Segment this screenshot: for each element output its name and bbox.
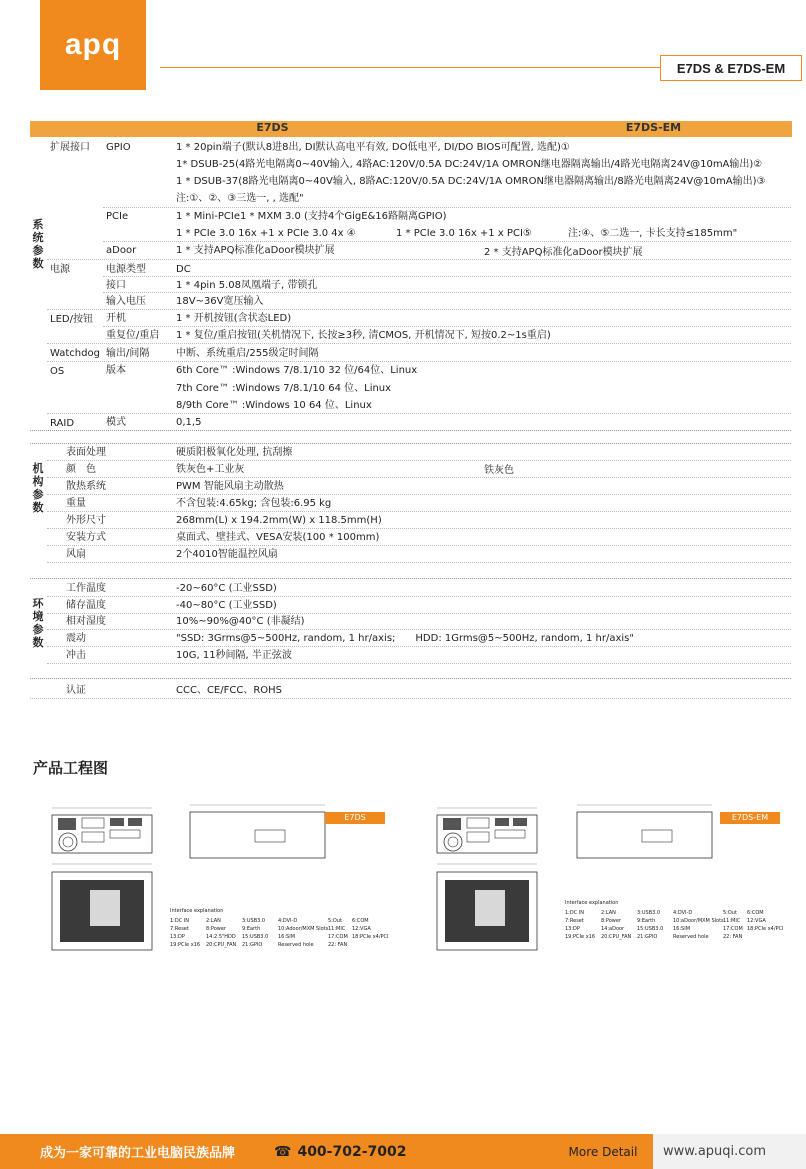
legend-item: 13:DP xyxy=(170,934,185,940)
divider xyxy=(103,207,791,208)
os-line-3: 8/9th Core™ :Windows 10 64 位、Linux xyxy=(176,400,372,411)
section-divider xyxy=(30,678,791,679)
watchdog-sub: 输出/间隔 xyxy=(106,348,150,359)
legend-item: 1:DC IN xyxy=(170,918,190,924)
brand-logo xyxy=(40,0,146,90)
pcie-line-1: 1 * Mini-PCIe1 * MXM 3.0 (支持4个GigE&16路隔离GPIO) xyxy=(176,211,447,222)
adoor-label: aDoor xyxy=(106,245,137,256)
mech-row-value: 铁灰色+工业灰 xyxy=(176,464,245,475)
legend-item: 4:DVI-D xyxy=(278,918,298,924)
legend-item: 22: FAN xyxy=(328,942,348,948)
legend-item: 11:MIC xyxy=(328,926,346,932)
divider xyxy=(47,494,791,495)
legend-item: 12:VGA xyxy=(352,926,371,932)
legend-item: 7:Reset xyxy=(170,926,189,932)
spec-header-bar xyxy=(30,121,792,137)
on-label: 开机 xyxy=(106,313,126,324)
divider xyxy=(47,596,791,597)
legend-item: 4:DVI-D xyxy=(673,910,693,916)
model-tag: E7DS & E7DS-EM xyxy=(660,55,802,81)
mech-row-label: 散热系统 xyxy=(66,481,106,492)
legend-item: 18:PCIe x4/PCI xyxy=(747,926,784,932)
legend-title-e7ds: Interface explanation xyxy=(170,908,224,914)
power-in-label: 输入电压 xyxy=(106,296,146,307)
divider xyxy=(47,528,791,529)
mech-row-value: 硬质阳极氧化处理, 抗刮擦 xyxy=(176,447,293,458)
footer-phone xyxy=(260,1134,553,1169)
divider xyxy=(47,477,791,478)
raid-label: RAID xyxy=(50,418,75,429)
pcie-line-2c: 注:④、⑤二选一, 卡长支持≤185mm" xyxy=(568,228,738,239)
legend-item: 2:LAN xyxy=(601,910,616,916)
pcie-line-2b: 1 * PCIe 3.0 16x +1 x PCI⑤ xyxy=(396,228,532,239)
divider xyxy=(30,698,791,699)
divider xyxy=(47,562,791,563)
mech-row-value: 不含包装:4.65kg; 含包装:6.95 kg xyxy=(176,498,332,509)
mech-row-value: 268mm(L) x 194.2mm(W) x 118.5mm(H) xyxy=(176,515,382,526)
env-row-label: 相对湿度 xyxy=(66,616,106,627)
header-rule xyxy=(160,67,660,68)
mech-row-label: 表面处理 xyxy=(66,447,106,458)
os-line-2: 7th Core™ :Windows 7/8.1/10 64 位、Linux xyxy=(176,383,392,394)
legend-item: 10:Adoor/MXM Slots xyxy=(278,926,329,932)
legend-item: 16:SIM xyxy=(673,926,691,932)
legend-item: 15:USB3.0 xyxy=(242,934,269,940)
divider xyxy=(47,361,791,362)
legend-title-e7ds-em: Interface explanation xyxy=(565,900,619,906)
legend-item: 19:PCIe x16 xyxy=(565,934,596,940)
env-section-label: 环 境 参 数 xyxy=(32,597,44,649)
legend-item: 20:CPU_FAN xyxy=(601,934,632,940)
legend-item: 7:Reset xyxy=(565,918,584,924)
mech-row-label: 颜 色 xyxy=(66,464,96,475)
cert-label: 认证 xyxy=(66,685,86,696)
mech-section-label: 机 构 参 数 xyxy=(32,462,44,514)
drawing-tag-e7ds: E7DS xyxy=(325,812,385,824)
env-row-label: 工作温度 xyxy=(66,583,106,594)
legend-item: 6:COM xyxy=(747,910,764,916)
raid-sub: 模式 xyxy=(106,417,126,428)
env-row-value: "SSD: 3Grms@5~500Hz, random, 1 hr/axis; HDD: 1Grms@5~500Hz, random, 1 hr/axis" xyxy=(176,633,634,644)
divider xyxy=(47,413,791,414)
mech-color-e7ds-em: 铁灰色 xyxy=(484,465,514,476)
os-label: OS xyxy=(50,366,65,377)
mech-row-label: 外形尺寸 xyxy=(66,515,106,526)
divider xyxy=(47,460,791,461)
gpio-note: 注:①、②、③三选一, , 选配" xyxy=(176,193,304,204)
power-type-label: 电源类型 xyxy=(106,264,146,275)
drawings-title: 产品工程图 xyxy=(33,759,109,777)
footer xyxy=(0,1134,806,1169)
spec-header-e7ds: E7DS xyxy=(256,121,289,134)
watchdog-label: Watchdog xyxy=(50,348,100,359)
cert-val: CCC、CE/FCC、ROHS xyxy=(176,685,283,696)
legend-item: 13:DP xyxy=(565,926,580,932)
env-row-label: 震动 xyxy=(66,633,86,644)
section-divider xyxy=(30,430,791,431)
gpio-line-2: 1* DSUB-25(4路光电隔离0~40V输入, 4路AC:120V/0.5A DC:24V/1A OMRON继电器隔离输出/4路光电隔离24V@10mA输出)② xyxy=(176,159,763,170)
legend-item: 16:SIM xyxy=(278,934,296,940)
legend-item: 21:GPIO xyxy=(242,942,263,948)
logo-text: apq xyxy=(64,28,122,61)
divider xyxy=(47,646,791,647)
divider xyxy=(47,663,791,664)
footer-url[interactable]: www.apuqi.com xyxy=(653,1134,806,1169)
os-sub: 版本 xyxy=(106,365,126,376)
expand-label: 扩展接口 xyxy=(50,142,90,153)
footer-slogan: 成为一家可靠的工业电脑民族品牌 xyxy=(0,1134,260,1169)
section-divider xyxy=(30,578,791,579)
legend-item: 1:DC IN xyxy=(565,910,585,916)
adoor-e7ds: 1 * 支持APQ标准化aDoor模块扩展 xyxy=(176,245,335,256)
pcie-label: PCIe xyxy=(106,211,129,222)
gpio-line-1: 1 * 20pin端子(默认8进8出, DI默认高电平有效, DO低电平, DI/DO BIOS可配置, 选配)① xyxy=(176,142,570,153)
drawing-tag-e7ds-em: E7DS-EM xyxy=(720,812,780,824)
divider xyxy=(47,511,791,512)
footer-phone-number: 400-702-7002 xyxy=(297,1143,407,1160)
legend-item: 17:COM xyxy=(328,934,348,940)
legend-item: 14:aDoor xyxy=(601,926,625,932)
divider xyxy=(103,276,791,277)
divider xyxy=(103,292,791,293)
led-label: LED/按钮 xyxy=(50,314,93,325)
legend-item: 3:USB3.0 xyxy=(637,910,661,916)
legend-item: 21:GPIO xyxy=(637,934,658,940)
legend-item: 6:COM xyxy=(352,918,369,924)
mech-row-label: 风扇 xyxy=(66,549,86,560)
divider xyxy=(47,343,791,344)
reset-val: 1 * 复位/重启按钮(关机情况下, 长按≥3秒, 清CMOS, 开机情况下, 短按0.2~1s重启) xyxy=(176,330,551,341)
legend-item: 14:2.5"HDD xyxy=(206,934,236,940)
legend-item: 12:VGA xyxy=(747,918,766,924)
section-divider xyxy=(30,443,791,444)
power-if-label: 接口 xyxy=(106,280,126,291)
drawing-e7ds-em xyxy=(425,800,790,965)
os-line-1: 6th Core™ :Windows 7/8.1/10 32 位/64位、Linux xyxy=(176,365,418,376)
legend-item: 19:PCIe x16 xyxy=(170,942,201,948)
mech-row-label: 重量 xyxy=(66,498,86,509)
mech-row-value: 2个4010智能温控风扇 xyxy=(176,549,278,560)
divider xyxy=(47,309,791,310)
legend-item: 15:USB3.0 xyxy=(637,926,664,932)
divider xyxy=(47,629,791,630)
legend-item: 8:Power xyxy=(206,926,226,932)
mech-row-label: 安装方式 xyxy=(66,532,106,543)
phone-icon: ☎ xyxy=(274,1143,292,1160)
env-row-label: 冲击 xyxy=(66,650,86,661)
legend-item: Reserved hole xyxy=(278,942,314,948)
legend-item: 9:Earth xyxy=(637,918,656,924)
legend-item: 8:Power xyxy=(601,918,621,924)
pcie-line-2a: 1 * PCIe 3.0 16x +1 x PCIe 3.0 4x ④ xyxy=(176,228,356,239)
divider xyxy=(47,259,791,260)
legend-item: 20:CPU_FAN xyxy=(206,942,237,948)
legend-item: 18:PCIe x4/PCI xyxy=(352,934,389,940)
gpio-line-3: 1 * DSUB-37(8路光电隔离0~40V输入, 8路AC:120V/0.5A DC:24V/1A OMRON继电器隔离输出/8路光电隔离24V@10mA输出)③ xyxy=(176,176,766,187)
adoor-e7ds-em: 2 * 支持APQ标准化aDoor模块扩展 xyxy=(484,247,643,258)
divider xyxy=(47,613,791,614)
spec-header-e7ds-em: E7DS-EM xyxy=(625,121,682,134)
reset-label: 重复位/重启 xyxy=(106,330,160,341)
power-if: 1 * 4pin 5.08凤凰端子, 带锁孔 xyxy=(176,280,318,291)
mech-row-value: PWM 智能风扇主动散热 xyxy=(176,481,284,492)
legend-item: 5:Out xyxy=(328,918,342,924)
legend-item: 17:COM xyxy=(723,926,743,932)
env-row-label: 储存温度 xyxy=(66,600,106,611)
legend-item: 10:aDoor/MXM Slots xyxy=(673,918,724,924)
divider xyxy=(103,241,791,242)
gpio-label: GPIO xyxy=(106,142,131,153)
raid-val: 0,1,5 xyxy=(176,417,202,428)
mech-row-value: 桌面式、壁挂式、VESA安装(100 * 100mm) xyxy=(176,532,380,543)
legend-item: 5:Out xyxy=(723,910,737,916)
legend-item: 2:LAN xyxy=(206,918,221,924)
divider xyxy=(103,326,791,327)
env-row-value: 10G, 11秒间隔, 半正弦波 xyxy=(176,650,292,661)
power-type: DC xyxy=(176,264,191,275)
legend-item: Reserved hole xyxy=(673,934,709,940)
on-val: 1 * 开机按钮(含状态LED) xyxy=(176,313,292,324)
system-section-label: 系 统 参 数 xyxy=(32,218,44,270)
footer-more-detail[interactable]: More Detail xyxy=(553,1134,653,1169)
env-row-value: -40~80°C (工业SSD) xyxy=(176,600,277,611)
watchdog-val: 中断、系统重启/255级定时间隔 xyxy=(176,348,319,359)
power-label: 电源 xyxy=(50,264,70,275)
env-row-value: -20~60°C (工业SSD) xyxy=(176,583,277,594)
legend-item: 11:MIC xyxy=(723,918,741,924)
legend-item: 3:USB3.0 xyxy=(242,918,266,924)
legend-item: 22: FAN xyxy=(723,934,743,940)
divider xyxy=(47,545,791,546)
env-row-value: 10%~90%@40°C (非凝结) xyxy=(176,616,305,627)
legend-item: 9:Earth xyxy=(242,926,261,932)
power-in: 18V~36V宽压输入 xyxy=(176,296,264,307)
drawing-e7ds xyxy=(40,800,400,965)
